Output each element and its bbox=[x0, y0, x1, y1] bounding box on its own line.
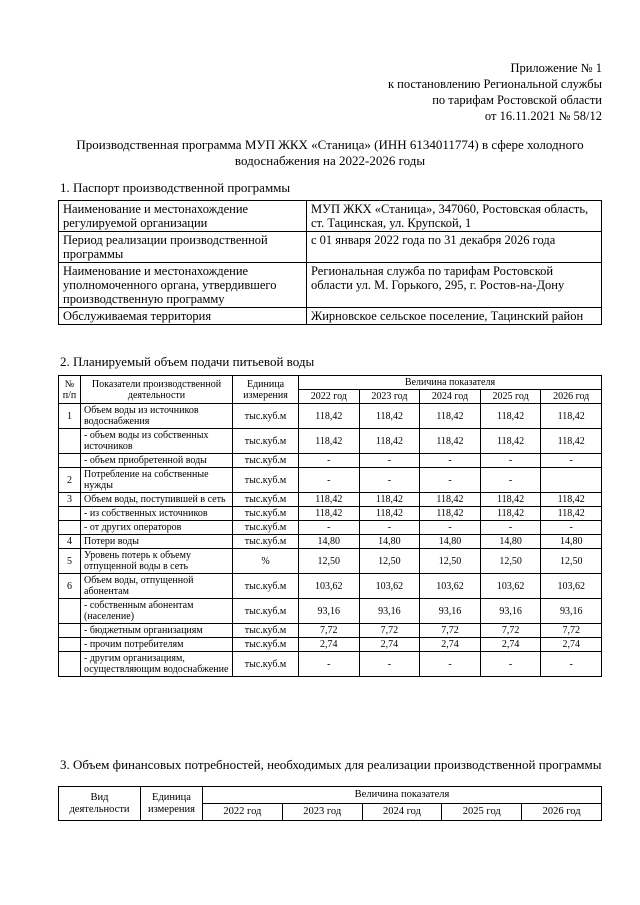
table-row bbox=[59, 493, 602, 507]
row-unit: тыс.куб.м bbox=[233, 468, 299, 493]
row-indicator: Объем воды из источников водоснабжения bbox=[81, 404, 233, 429]
row-value: - bbox=[480, 454, 541, 468]
row-indicator: - бюджетным организациям bbox=[81, 624, 233, 638]
row-indicator: Объем воды, отпущенной абонентам bbox=[81, 574, 233, 599]
row-unit: тыс.куб.м bbox=[233, 493, 299, 507]
row-value: 118,42 bbox=[480, 493, 541, 507]
passport-value: Региональная служба по тарифам Ростовской области ул. М. Горького, 295, г. Ростов-на-Дону bbox=[307, 263, 602, 308]
year-header: 2025 год bbox=[480, 390, 541, 404]
row-unit: тыс.куб.м bbox=[233, 638, 299, 652]
table-row bbox=[59, 549, 602, 574]
row-unit: тыс.куб.м bbox=[233, 652, 299, 677]
col-value-header: Величина показателя bbox=[203, 787, 602, 804]
passport-label: Наименование и местонахождение регулируемой организации bbox=[59, 201, 307, 232]
row-indicator: Уровень потерь к объему отпущенной воды в сеть bbox=[81, 549, 233, 574]
row-value: 2,74 bbox=[420, 638, 481, 652]
row-value: 118,42 bbox=[541, 493, 602, 507]
row-value: 103,62 bbox=[480, 574, 541, 599]
table-row bbox=[59, 232, 602, 263]
row-unit: тыс.куб.м bbox=[233, 429, 299, 454]
row-value: - bbox=[541, 521, 602, 535]
table-row bbox=[59, 404, 602, 429]
row-value: - bbox=[299, 521, 360, 535]
row-value bbox=[541, 468, 602, 493]
table-row bbox=[59, 521, 602, 535]
row-value: - bbox=[359, 521, 420, 535]
row-value: - bbox=[541, 652, 602, 677]
row-value: 93,16 bbox=[420, 599, 481, 624]
row-number: 1 bbox=[59, 404, 81, 429]
table-row bbox=[59, 468, 602, 493]
row-value: - bbox=[299, 454, 360, 468]
row-value: 118,42 bbox=[299, 429, 360, 454]
year-header: 2022 год bbox=[299, 390, 360, 404]
passport-value: Жирновское сельское поселение, Тацинский район bbox=[307, 308, 602, 325]
row-value: 118,42 bbox=[359, 404, 420, 429]
row-value: 118,42 bbox=[299, 507, 360, 521]
row-number: 2 bbox=[59, 468, 81, 493]
row-value: 93,16 bbox=[480, 599, 541, 624]
passport-value: МУП ЖКХ «Станица», 347060, Ростовская область, ст. Тацинская, ул. Крупской, 1 bbox=[307, 201, 602, 232]
table-row bbox=[59, 574, 602, 599]
row-value: 2,74 bbox=[359, 638, 420, 652]
row-indicator: - от других операторов bbox=[81, 521, 233, 535]
appendix-block bbox=[388, 60, 602, 124]
row-number bbox=[59, 624, 81, 638]
year-header: 2024 год bbox=[420, 390, 481, 404]
table-row bbox=[59, 535, 602, 549]
row-value: 118,42 bbox=[541, 404, 602, 429]
finance-table bbox=[58, 786, 602, 821]
passport-table bbox=[58, 200, 602, 325]
passport-value: с 01 января 2022 года по 31 декабря 2026 года bbox=[307, 232, 602, 263]
row-value: - bbox=[299, 652, 360, 677]
row-value: 2,74 bbox=[299, 638, 360, 652]
row-value: 14,80 bbox=[541, 535, 602, 549]
row-value: - bbox=[480, 521, 541, 535]
row-value: - bbox=[359, 454, 420, 468]
row-unit: тыс.куб.м bbox=[233, 507, 299, 521]
row-value: - bbox=[420, 652, 481, 677]
row-unit: тыс.куб.м bbox=[233, 624, 299, 638]
row-indicator: - из собственных источников bbox=[81, 507, 233, 521]
section2-heading: 2. Планируемый объем подачи питьевой воды bbox=[60, 354, 315, 369]
row-value: 12,50 bbox=[359, 549, 420, 574]
row-value: 118,42 bbox=[480, 429, 541, 454]
year-header: 2026 год bbox=[522, 804, 602, 821]
row-number bbox=[59, 507, 81, 521]
document-title bbox=[60, 137, 600, 169]
row-indicator: - другим организациям, осуществляющим водоснабжение bbox=[81, 652, 233, 677]
row-value: 118,42 bbox=[541, 507, 602, 521]
row-value: 12,50 bbox=[541, 549, 602, 574]
volume-table bbox=[58, 375, 602, 677]
section1-heading: 1. Паспорт производственной программы bbox=[60, 180, 291, 195]
year-header: 2022 год bbox=[203, 804, 283, 821]
row-value: 118,42 bbox=[420, 429, 481, 454]
row-value: 103,62 bbox=[299, 574, 360, 599]
table-row bbox=[59, 429, 602, 454]
passport-label: Наименование и местонахождение уполномоченного органа, утвердившего производственную программу bbox=[59, 263, 307, 308]
row-number: 6 bbox=[59, 574, 81, 599]
table-row bbox=[59, 507, 602, 521]
col-value-header: Величина показателя bbox=[299, 376, 602, 390]
row-value: 118,42 bbox=[359, 429, 420, 454]
row-indicator: - объем воды из собственных источников bbox=[81, 429, 233, 454]
table-row bbox=[59, 652, 602, 677]
row-value: 2,74 bbox=[541, 638, 602, 652]
table-header-row bbox=[59, 376, 602, 390]
row-value: - bbox=[480, 468, 541, 493]
row-value: 118,42 bbox=[359, 493, 420, 507]
row-value: 118,42 bbox=[420, 404, 481, 429]
row-value: 14,80 bbox=[359, 535, 420, 549]
row-number: 4 bbox=[59, 535, 81, 549]
row-value: 103,62 bbox=[420, 574, 481, 599]
row-indicator: - прочим потребителям bbox=[81, 638, 233, 652]
row-unit: тыс.куб.м bbox=[233, 535, 299, 549]
row-value: 2,74 bbox=[480, 638, 541, 652]
table-row bbox=[59, 308, 602, 325]
appendix-line: от 16.11.2021 № 58/12 bbox=[484, 109, 602, 123]
col-unit-header: Единица измерения bbox=[233, 376, 299, 404]
year-header: 2026 год bbox=[541, 390, 602, 404]
row-value: 118,42 bbox=[420, 507, 481, 521]
row-number bbox=[59, 638, 81, 652]
table-row bbox=[59, 624, 602, 638]
row-value: 7,72 bbox=[299, 624, 360, 638]
row-number: 3 bbox=[59, 493, 81, 507]
row-value: - bbox=[359, 468, 420, 493]
row-value: 118,42 bbox=[299, 493, 360, 507]
row-value: - bbox=[420, 454, 481, 468]
appendix-line: Приложение № 1 bbox=[510, 61, 602, 75]
row-value: 118,42 bbox=[480, 404, 541, 429]
row-unit: тыс.куб.м bbox=[233, 521, 299, 535]
row-value: 14,80 bbox=[299, 535, 360, 549]
row-value: 12,50 bbox=[480, 549, 541, 574]
row-value: 93,16 bbox=[359, 599, 420, 624]
row-unit: тыс.куб.м bbox=[233, 574, 299, 599]
table-row bbox=[59, 263, 602, 308]
row-value: - bbox=[480, 652, 541, 677]
row-indicator: Объем воды, поступившей в сеть bbox=[81, 493, 233, 507]
row-value: 7,72 bbox=[541, 624, 602, 638]
row-value: 103,62 bbox=[541, 574, 602, 599]
year-header: 2023 год bbox=[359, 390, 420, 404]
row-indicator: - объем приобретенной воды bbox=[81, 454, 233, 468]
row-number bbox=[59, 652, 81, 677]
row-unit: тыс.куб.м bbox=[233, 404, 299, 429]
year-header: 2025 год bbox=[442, 804, 522, 821]
row-value: 93,16 bbox=[541, 599, 602, 624]
row-value: 118,42 bbox=[299, 404, 360, 429]
row-value: 118,42 bbox=[480, 507, 541, 521]
row-unit: % bbox=[233, 549, 299, 574]
table-row bbox=[59, 638, 602, 652]
appendix-line: по тарифам Ростовской области bbox=[432, 93, 602, 107]
year-header: 2024 год bbox=[362, 804, 442, 821]
row-value: - bbox=[541, 454, 602, 468]
col-unit-header: Единица измерения bbox=[141, 787, 203, 821]
title-line: Производственная программа МУП ЖКХ «Станица» (ИНН 6134011774) в сфере холодного bbox=[76, 137, 584, 152]
col-num-header: № п/п bbox=[59, 376, 81, 404]
row-indicator: Потребление на собственные нужды bbox=[81, 468, 233, 493]
title-line: водоснабжения на 2022-2026 годы bbox=[234, 153, 426, 168]
table-row bbox=[59, 201, 602, 232]
passport-label: Обслуживаемая территория bbox=[59, 308, 307, 325]
row-value: 7,72 bbox=[420, 624, 481, 638]
row-value: 12,50 bbox=[420, 549, 481, 574]
row-value: 118,42 bbox=[541, 429, 602, 454]
row-unit: тыс.куб.м bbox=[233, 599, 299, 624]
row-value: 7,72 bbox=[480, 624, 541, 638]
row-value: 12,50 bbox=[299, 549, 360, 574]
passport-label: Период реализации производственной программы bbox=[59, 232, 307, 263]
table-row bbox=[59, 599, 602, 624]
row-value: 7,72 bbox=[359, 624, 420, 638]
row-unit: тыс.куб.м bbox=[233, 454, 299, 468]
row-indicator: - собственным абонентам (население) bbox=[81, 599, 233, 624]
row-number bbox=[59, 521, 81, 535]
appendix-line: к постановлению Региональной службы bbox=[387, 77, 602, 91]
row-value: 118,42 bbox=[359, 507, 420, 521]
table-header-row bbox=[59, 787, 602, 804]
row-value: 103,62 bbox=[359, 574, 420, 599]
row-value: 14,80 bbox=[480, 535, 541, 549]
row-value: - bbox=[420, 468, 481, 493]
row-number: 5 bbox=[59, 549, 81, 574]
year-header: 2023 год bbox=[282, 804, 362, 821]
col-activity-header: Вид деятельности bbox=[59, 787, 141, 821]
col-indicator-header: Показатели производственной деятельности bbox=[81, 376, 233, 404]
row-value: - bbox=[420, 521, 481, 535]
row-number bbox=[59, 454, 81, 468]
row-value: - bbox=[299, 468, 360, 493]
row-value: 118,42 bbox=[420, 493, 481, 507]
table-row bbox=[59, 454, 602, 468]
row-number bbox=[59, 429, 81, 454]
row-value: 93,16 bbox=[299, 599, 360, 624]
row-indicator: Потери воды bbox=[81, 535, 233, 549]
row-value: 14,80 bbox=[420, 535, 481, 549]
section3-heading: 3. Объем финансовых потребностей, необходимых для реализации производственной программы bbox=[60, 757, 602, 772]
row-number bbox=[59, 599, 81, 624]
row-value: - bbox=[359, 652, 420, 677]
